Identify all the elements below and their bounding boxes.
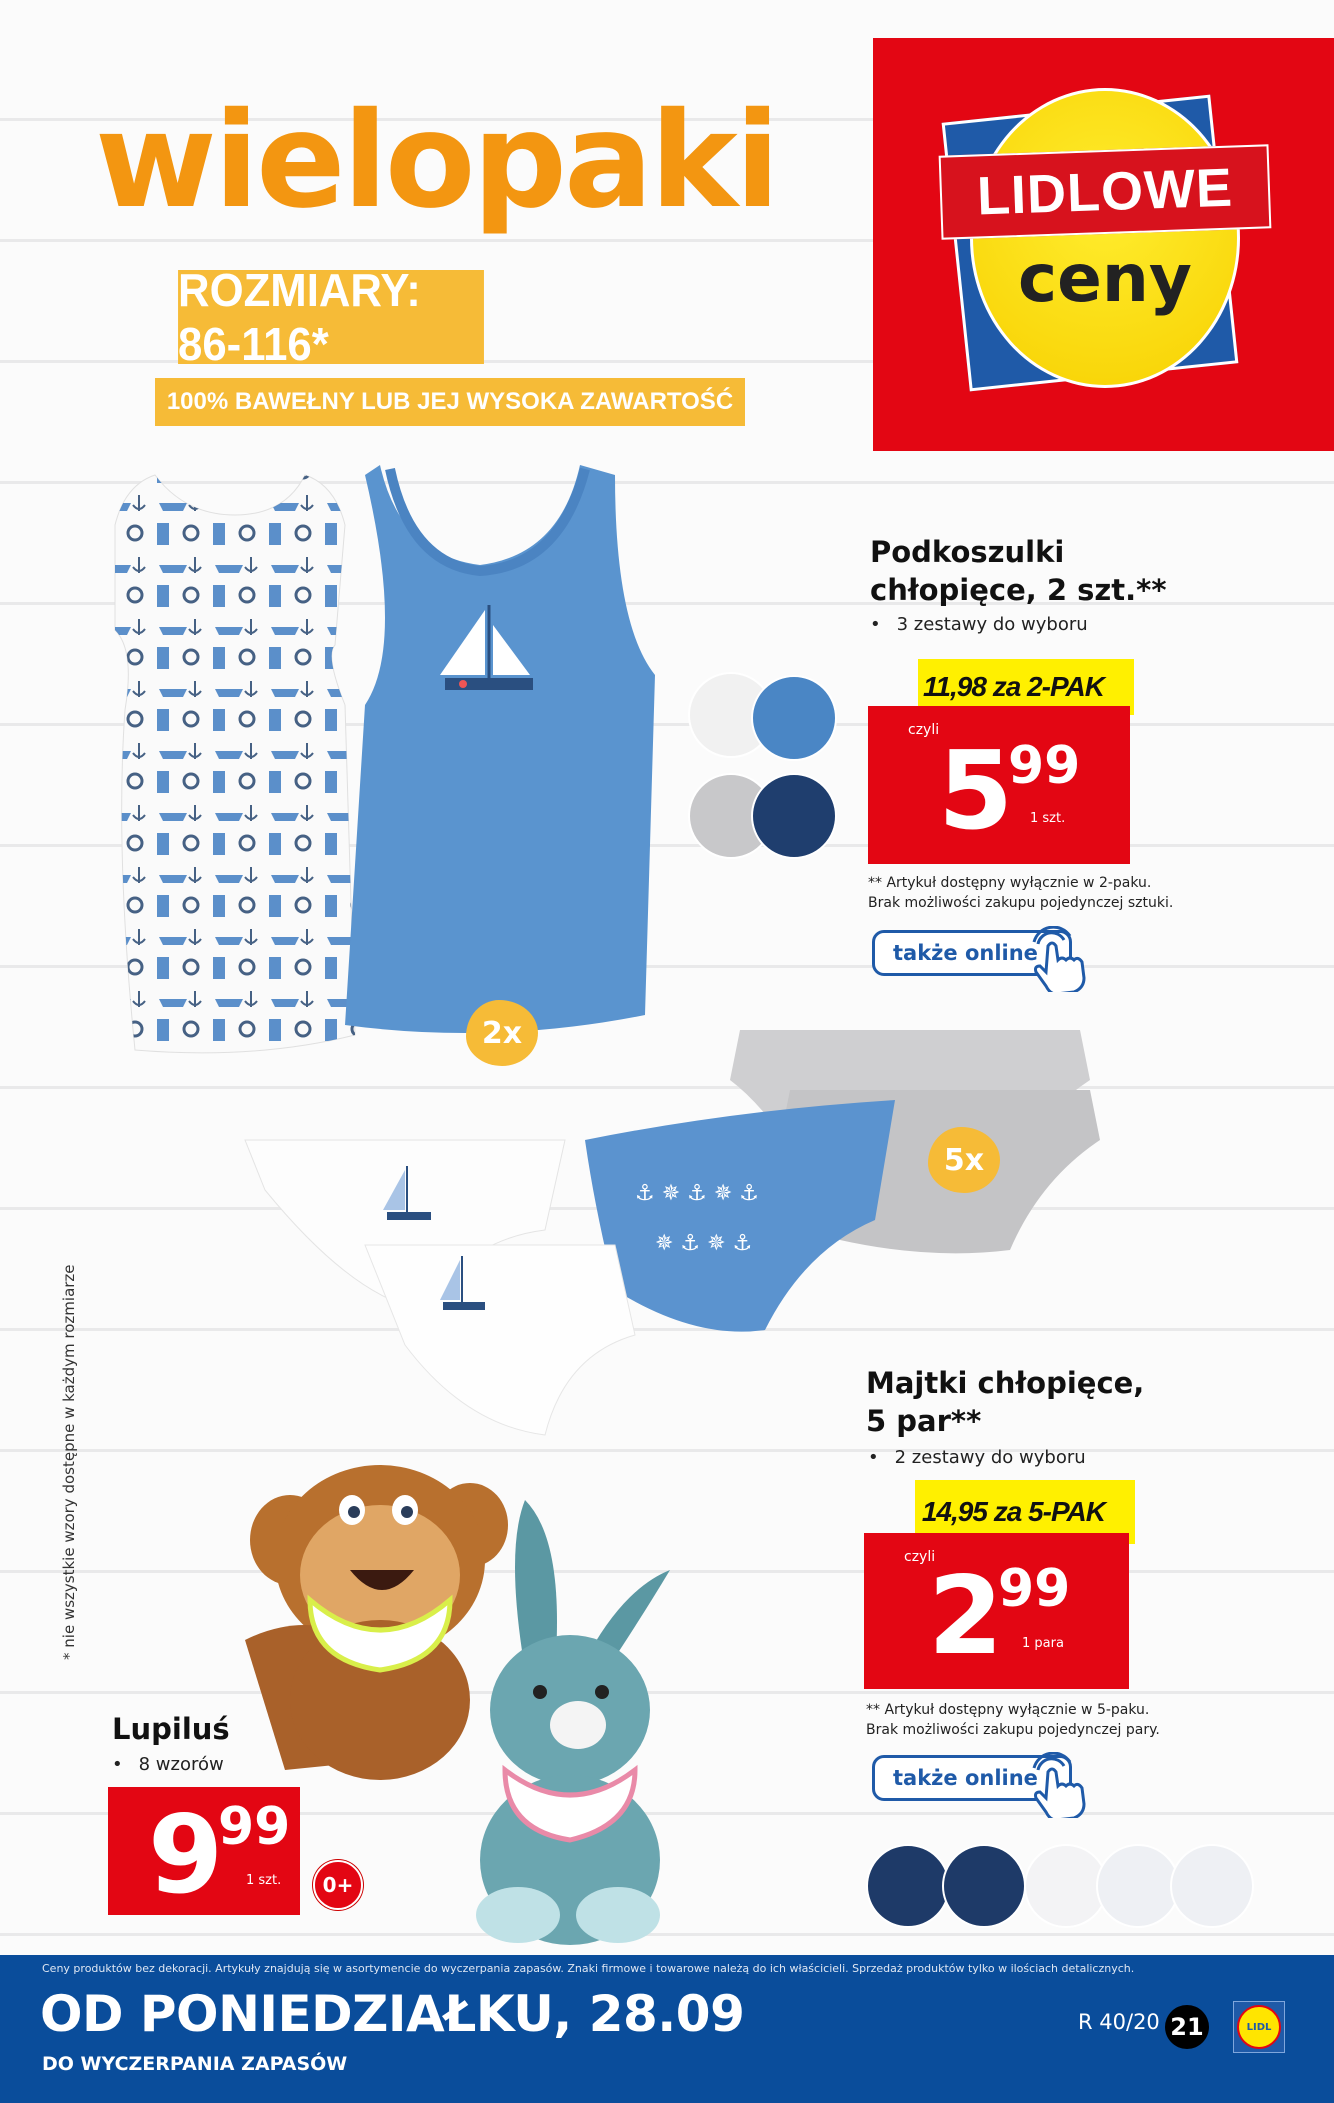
- svg-text:⚓ ✵ ⚓ ✵ ⚓: ⚓ ✵ ⚓ ✵ ⚓: [635, 1181, 760, 1206]
- czyli-label: czyli: [908, 722, 940, 738]
- briefs-pack-price: 14,95 za 5-PAK: [915, 1480, 1135, 1544]
- undershirts-image: [95, 455, 695, 1065]
- page-title: wielopaki: [94, 84, 778, 238]
- footer-date: OD PONIEDZIAŁKU, 28.09: [40, 1985, 745, 2043]
- sizes-banner: ROZMIARY: 86-116*: [178, 270, 484, 364]
- footer-disclaimer: Ceny produktów bez dekoracji. Artykuły znajdują się w asortymencie do wyczerpania zapasów. Znaki firmowe i towarowe należą do ich właścicieli. Sprzedaż produktów tylko w ilościach detalicznych.: [42, 1962, 1135, 1975]
- footer-subtitle: DO WYCZERPANIA ZAPASÓW: [42, 2053, 348, 2075]
- page-number: 21: [1165, 2005, 1209, 2049]
- online-label: także online: [893, 1766, 1038, 1790]
- plush-price-box: [108, 1787, 300, 1918]
- undershirts-bullet: • 3 zestawy do wyboru: [868, 614, 1088, 635]
- czyli-label: czyli: [904, 1549, 936, 1565]
- plush-title: Lupiluś: [112, 1712, 230, 1746]
- lidl-logo: [1233, 2001, 1285, 2053]
- price-decimal: 99: [218, 1797, 291, 1857]
- price-decimal: 99: [1008, 736, 1081, 796]
- briefs-note-2: Brak możliwości zakupu pojedynczej pary.: [866, 1722, 1160, 1738]
- swatch-navy-1[interactable]: [866, 1844, 950, 1928]
- undershirts-title-line2: chłopięce, 2 szt.**: [870, 573, 1167, 607]
- footer-week-code: R 40/20: [1078, 2010, 1160, 2034]
- lidl-logo-text: LIDL: [1237, 2005, 1281, 2049]
- price-unit: 1 szt.: [246, 1873, 282, 1888]
- age-badge: 0+: [313, 1860, 363, 1910]
- briefs-title-line2: 5 par**: [866, 1404, 982, 1438]
- price-integer: 2: [928, 1554, 1000, 1679]
- swatch-print-1[interactable]: [1096, 1844, 1180, 1928]
- logo-yellow-circle: [970, 88, 1240, 388]
- price-decimal: 99: [998, 1559, 1071, 1619]
- briefs-bullet: • 2 zestawy do wyboru: [866, 1447, 1086, 1468]
- swatch-print-2[interactable]: [1170, 1844, 1254, 1928]
- price-integer: 5: [938, 729, 1010, 854]
- undershirts-pack-price: 11,98 za 2-PAK: [918, 659, 1134, 715]
- pointing-hand-icon: [1030, 1752, 1098, 1818]
- undershirts-price-box: [868, 706, 1130, 864]
- pointing-hand-icon: [1030, 926, 1098, 992]
- swatch-blue-anchor[interactable]: [751, 675, 837, 761]
- briefs-price-box: [864, 1533, 1129, 1689]
- undershirts-note-1: ** Artykuł dostępny wyłącznie w 2-paku.: [868, 875, 1152, 891]
- price-unit: 1 para: [1022, 1636, 1064, 1651]
- plush-toys-image: [240, 1460, 680, 1950]
- swatch-navy-ship[interactable]: [751, 773, 837, 859]
- material-banner: 100% BAWEŁNY LUB JEJ WYSOKA ZAWARTOŚĆ: [155, 378, 745, 426]
- logo-ceny-text: ceny: [1018, 240, 1192, 317]
- multiplier-badge-5x: 5x: [928, 1127, 1000, 1193]
- price-integer: 9: [148, 1793, 220, 1918]
- svg-text:✵ ⚓ ✵ ⚓: ✵ ⚓ ✵ ⚓: [655, 1231, 753, 1256]
- undershirts-note-2: Brak możliwości zakupu pojedynczej sztuki.: [868, 895, 1174, 911]
- price-unit: 1 szt.: [1030, 811, 1066, 826]
- briefs-note-1: ** Artykuł dostępny wyłącznie w 5-paku.: [866, 1702, 1150, 1718]
- swatch-navy-2[interactable]: [942, 1844, 1026, 1928]
- briefs-title-line1: Majtki chłopięce,: [866, 1366, 1145, 1400]
- side-note: * nie wszystkie wzory dostępne w każdym rozmiarze: [60, 1264, 78, 1660]
- logo-ribbon: LIDLOWE: [939, 144, 1272, 239]
- multiplier-badge-2x: 2x: [466, 1000, 538, 1066]
- undershirts-title-line1: Podkoszulki: [870, 535, 1065, 569]
- online-label: także online: [893, 941, 1038, 965]
- plush-bullet: • 8 wzorów: [110, 1754, 224, 1775]
